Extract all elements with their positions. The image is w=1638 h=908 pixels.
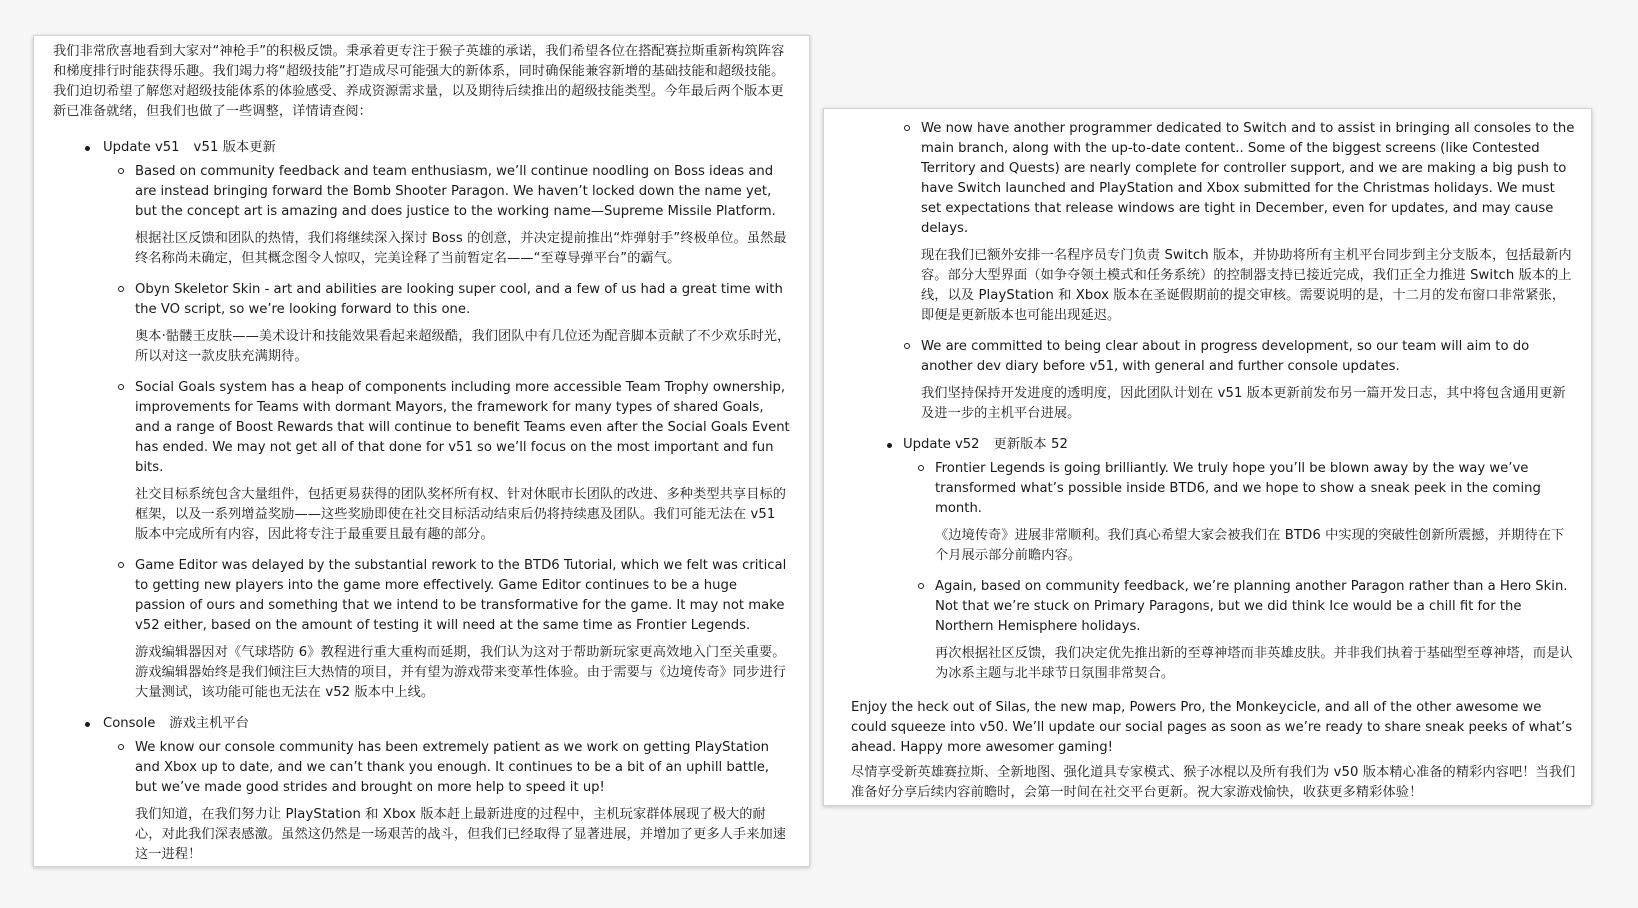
bullet-circle-icon: [118, 286, 124, 292]
item-text-cn: 现在我们已额外安排一名程序员专门负责 Switch 版本，并协助将所有主机平台同步到主分支版本，包括最新内容。部分大型界面（如争夺领土模式和任务系统）的控制器支持已接近完成，我们正全力推进 Switch 版本的上线，以及 PlayStation 和 Xbox 版本在圣诞假期前的提交审核。需要说明的是，十二月的发布窗口非常紧张，即便是更新版本也可能出现延迟。: [921, 248, 1572, 323]
item-text-cn: 社交目标系统包含大量组件，包括更易获得的团队奖杯所有权、针对休眠市长团队的改进、多种类型共享目标的框架，以及一系列增益奖励——这些奖励即使在社交目标活动结束后仍将持续惠及团队。我们可能无法在 v51 版本中完成所有内容，因此将专注于最重要且最有趣的部分。: [135, 487, 787, 542]
section-title: [903, 435, 1577, 455]
bullet-circle-icon: [118, 168, 124, 174]
list-item: [903, 577, 1577, 684]
bullet-circle-icon: [904, 343, 910, 349]
section-list: [851, 435, 1577, 684]
continued-console-items: [851, 119, 1577, 424]
list-item: [889, 337, 1577, 424]
item-list: [889, 119, 1577, 424]
section-title-cn: 游戏主机平台: [169, 716, 250, 731]
list-item: [103, 280, 791, 367]
item-list: [903, 459, 1577, 684]
item-text-en: Obyn Skeletor Skin - art and abilities are looking super cool, and a few of us had a great time with the VO script, so we’re looking forward to this one.: [135, 282, 783, 317]
item-text-en: We now have another programmer dedicated to Switch and to assist in bringing all consoles to the main branch, along with the up-to-date content.. Some of the biggest screens (like Contested Territory and Quests) are nearly complete for controller support, and we are making a big push to have Switch launched and PlayStation and Xbox submitted for the Christmas holidays. We must set expectations that release windows are tight in December, even for updates, and may cause delays.: [921, 121, 1575, 236]
section-title-cn: 更新版本 52: [993, 437, 1068, 452]
item-text-en: Game Editor was delayed by the substantial rework to the BTD6 Tutorial, which we felt was critical to getting new players into the game more effectively. Game Editor continues to be a huge passion of ours and something that we intend to be transformative for the game. It may not make v52 either, based on the amount of testing it will need at the same time as Frontier Legends.: [135, 558, 787, 633]
item-text-cn: 再次根据社区反馈，我们决定优先推出新的至尊神塔而非英雄皮肤。并非我们执着于基础型至尊神塔，而是认为冰系主题与北半球节日氛围非常契合。: [935, 646, 1573, 681]
document-panel-left: [33, 35, 810, 867]
bullet-circle-icon: [118, 744, 124, 750]
item-list: [103, 162, 791, 703]
outro-text-cn: 尽情享受新英雄赛拉斯、全新地图、强化道具专家模式、猴子冰棍以及所有我们为 v50 版本精心准备的精彩内容吧！当我们准备好分享后续内容前瞻时，会第一时间在社交平台更新。祝大家游戏愉快，收获更多精彩体验！: [851, 765, 1576, 800]
bullet-dot-icon: [85, 146, 90, 151]
list-item: [889, 119, 1577, 326]
section-update-v52: [851, 435, 1577, 684]
outro-text-en: Enjoy the heck out of Silas, the new map, Powers Pro, the Monkeycicle, and all of the other awesome we could squeeze into v50. We’ll update our social pages as soon as we’re ready to share sneak peeks of what’s ahead. Happy more awesomer gaming!: [851, 700, 1573, 755]
item-list: [103, 738, 791, 865]
section-console: [53, 714, 791, 865]
item-text-en: We are committed to being clear about in progress development, so our team will aim to do another dev diary before v51, with general and further console updates.: [921, 339, 1530, 374]
intro-paragraph: 我们非常欣喜地看到大家对“神枪手”的积极反馈。秉承着更专注于猴子英雄的承诺，我们希望各位在搭配赛拉斯重新构筑阵容和梯度排行时能获得乐趣。我们竭力将“超级技能”打造成尽可能强大的新体系，同时确保能兼容新增的基础技能和超级技能。我们迫切希望了解您对超级技能体系的体验感受、养成资源需求量，以及期待后续推出的超级技能类型。今年最后两个版本更新已准备就绪，但我们也做了一些调整，详情请查阅：: [53, 44, 785, 119]
outro: [851, 698, 1577, 803]
bullet-circle-icon: [918, 465, 924, 471]
document-panel-right: [823, 108, 1592, 806]
item-text-en: We know our console community has been extremely patient as we work on getting PlayStation and Xbox up to date, and we can’t thank you enough. It continues to be a bit of an uphill battle, but we’ve made good strides and brought on more help to speed it up!: [135, 740, 770, 795]
list-item: [103, 556, 791, 703]
item-text-en: Frontier Legends is going brilliantly. We truly hope you’ll be blown away by the way we’ve transformed what’s possible inside BTD6, and we hope to show a sneak peek in the coming month.: [935, 461, 1541, 516]
item-text-cn: 我们坚持保持开发进度的透明度，因此团队计划在 v51 版本更新前发布另一篇开发日志，其中将包含通用更新及进一步的主机平台进展。: [921, 386, 1566, 421]
list-item: [103, 162, 791, 269]
item-text-en: Again, based on community feedback, we’re planning another Paragon rather than a Hero Skin. Not that we’re stuck on Primary Paragons, but we did think Ice would be a chill fit for the Northern Hemisphere holidays.: [935, 579, 1568, 634]
item-text-en: Social Goals system has a heap of components including more accessible Team Trophy ownership, improvements for Teams with dormant Mayors, the framework for many types of shared Goals, and a range of Boost Rewards that will continue to benefit Teams even after the Social Goals Event has ended. We may not get all of that done for v51 so we’ll focus on the most important and fun bits.: [135, 380, 790, 475]
bullet-circle-icon: [904, 125, 910, 131]
item-text-cn: 根据社区反馈和团队的热情，我们将继续深入探讨 Boss 的创意，并决定提前推出“炸弹射手”终极单位。虽然最终名称尚未确定，但其概念图令人惊叹，完美诠释了当前暂定名——“至尊导弹平台”的霸气。: [135, 231, 787, 266]
bullet-dot-icon: [85, 722, 90, 727]
section-title-en: Update v52: [903, 437, 980, 452]
item-text-cn: 《边境传奇》进展非常顺利。我们真心希望大家会被我们在 BTD6 中实现的突破性创新所震撼，并期待在下个月展示部分前瞻内容。: [935, 528, 1565, 563]
section-title: [103, 138, 791, 158]
section-update-v51: [53, 138, 791, 703]
bullet-dot-icon: [887, 443, 892, 448]
list-item: [103, 738, 791, 865]
section-title: [103, 714, 791, 734]
section-title-cn: v51 版本更新: [193, 140, 276, 155]
bullet-circle-icon: [118, 384, 124, 390]
bullet-circle-icon: [118, 562, 124, 568]
section-title-en: Update v51: [103, 140, 180, 155]
item-text-cn: 游戏编辑器因对《气球塔防 6》教程进行重大重构而延期，我们认为这对于帮助新玩家更高效地入门至关重要。游戏编辑器始终是我们倾注巨大热情的项目，并有望为游戏带来变革性体验。由于需要与《边境传奇》同步进行大量测试，该功能可能也无法在 v52 版本中上线。: [135, 645, 787, 700]
bullet-circle-icon: [918, 583, 924, 589]
section-list: [53, 138, 791, 865]
list-item: [103, 378, 791, 545]
item-text-en: Based on community feedback and team enthusiasm, we’ll continue noodling on Boss ideas and are instead bringing forward the Bomb Shooter Paragon. We haven’t locked down the name yet, but the concept art is amazing and does justice to the working name—Supreme Missile Platform.: [135, 164, 776, 219]
list-item: [903, 459, 1577, 566]
section-title-en: Console: [103, 716, 156, 731]
item-text-cn: 奥本·骷髅王皮肤——美术设计和技能效果看起来超级酷，我们团队中有几位还为配音脚本贡献了不少欢乐时光，所以对这一款皮肤充满期待。: [135, 329, 791, 364]
item-text-cn: 我们知道，在我们努力让 PlayStation 和 Xbox 版本赶上最新进度的过程中，主机玩家群体展现了极大的耐心，对此我们深表感激。虽然这仍然是一场艰苦的战斗，但我们已经取得了显著进展，并增加了更多人手来加速这一进程！: [135, 807, 787, 862]
